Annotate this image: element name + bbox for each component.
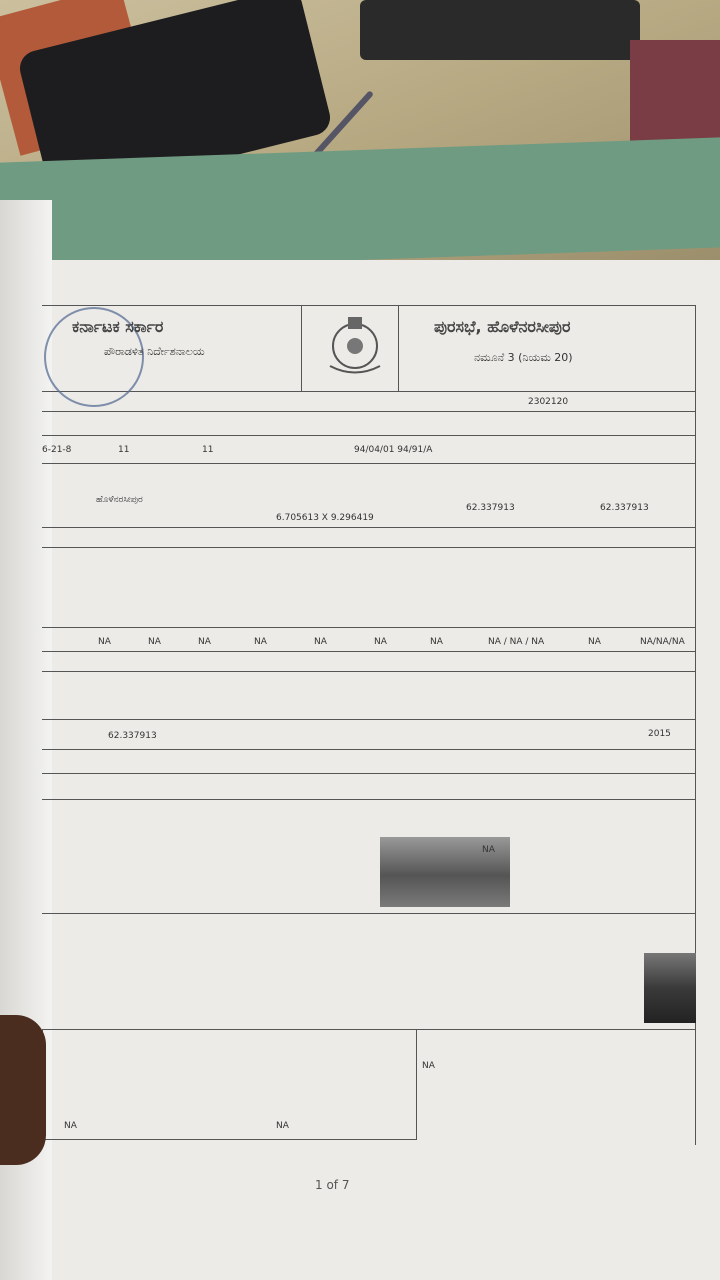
land-area: 62.337913	[108, 731, 157, 741]
finger	[0, 1015, 46, 1165]
na-cell: NA	[198, 637, 211, 647]
na-cell: NA/NA/NA	[640, 637, 685, 647]
property-id: 6-21-8	[42, 445, 72, 455]
na-cell: NA	[430, 637, 443, 647]
na-cell: NA	[588, 637, 601, 647]
na-cell: NA	[374, 637, 387, 647]
application-number: 2302120	[528, 397, 569, 407]
office-title: ಪುರಸಭೆ, ಹೊಳೆನರಸೀಪುರ	[434, 317, 571, 336]
area-value-2: 62.337913	[600, 503, 649, 513]
photo-note: NA	[482, 845, 495, 855]
property-form	[42, 305, 696, 1145]
year-built: 2015	[648, 729, 671, 739]
block-number: 11	[202, 445, 214, 455]
govt-title: ಕರ್ನಾಟಕ ಸರ್ಕಾರ	[72, 317, 164, 336]
bottom-mid-value: NA	[276, 1121, 289, 1131]
owner-note: NA	[422, 1061, 435, 1071]
dark-box	[360, 0, 640, 60]
page-number: 1 of 7	[315, 1178, 350, 1192]
area-value-1: 62.337913	[466, 503, 515, 513]
na-cell: NA / NA / NA	[488, 637, 545, 647]
lat-long: 6.705613 X 9.296419	[276, 513, 374, 523]
directorate-title: ಪೌರಾಡಳಿತ ನಿರ್ದೇಶನಾಲಯ	[104, 345, 205, 358]
na-cell: NA	[98, 637, 111, 647]
na-cell: NA	[314, 637, 327, 647]
property-address: ಹೊಳೆನರಸೀಪುರ	[96, 495, 143, 505]
bottom-left-value: NA	[64, 1121, 77, 1131]
na-cell: NA	[254, 637, 267, 647]
form-number: ನಮೂನೆ 3 (ನಿಯಮ 20)	[474, 351, 573, 364]
state-emblem-icon	[310, 311, 400, 381]
ward-number: 11	[118, 445, 130, 455]
owner-photo	[644, 953, 696, 1023]
property-number: 94/04/01 94/91/A	[354, 445, 433, 455]
na-cell: NA	[148, 637, 161, 647]
